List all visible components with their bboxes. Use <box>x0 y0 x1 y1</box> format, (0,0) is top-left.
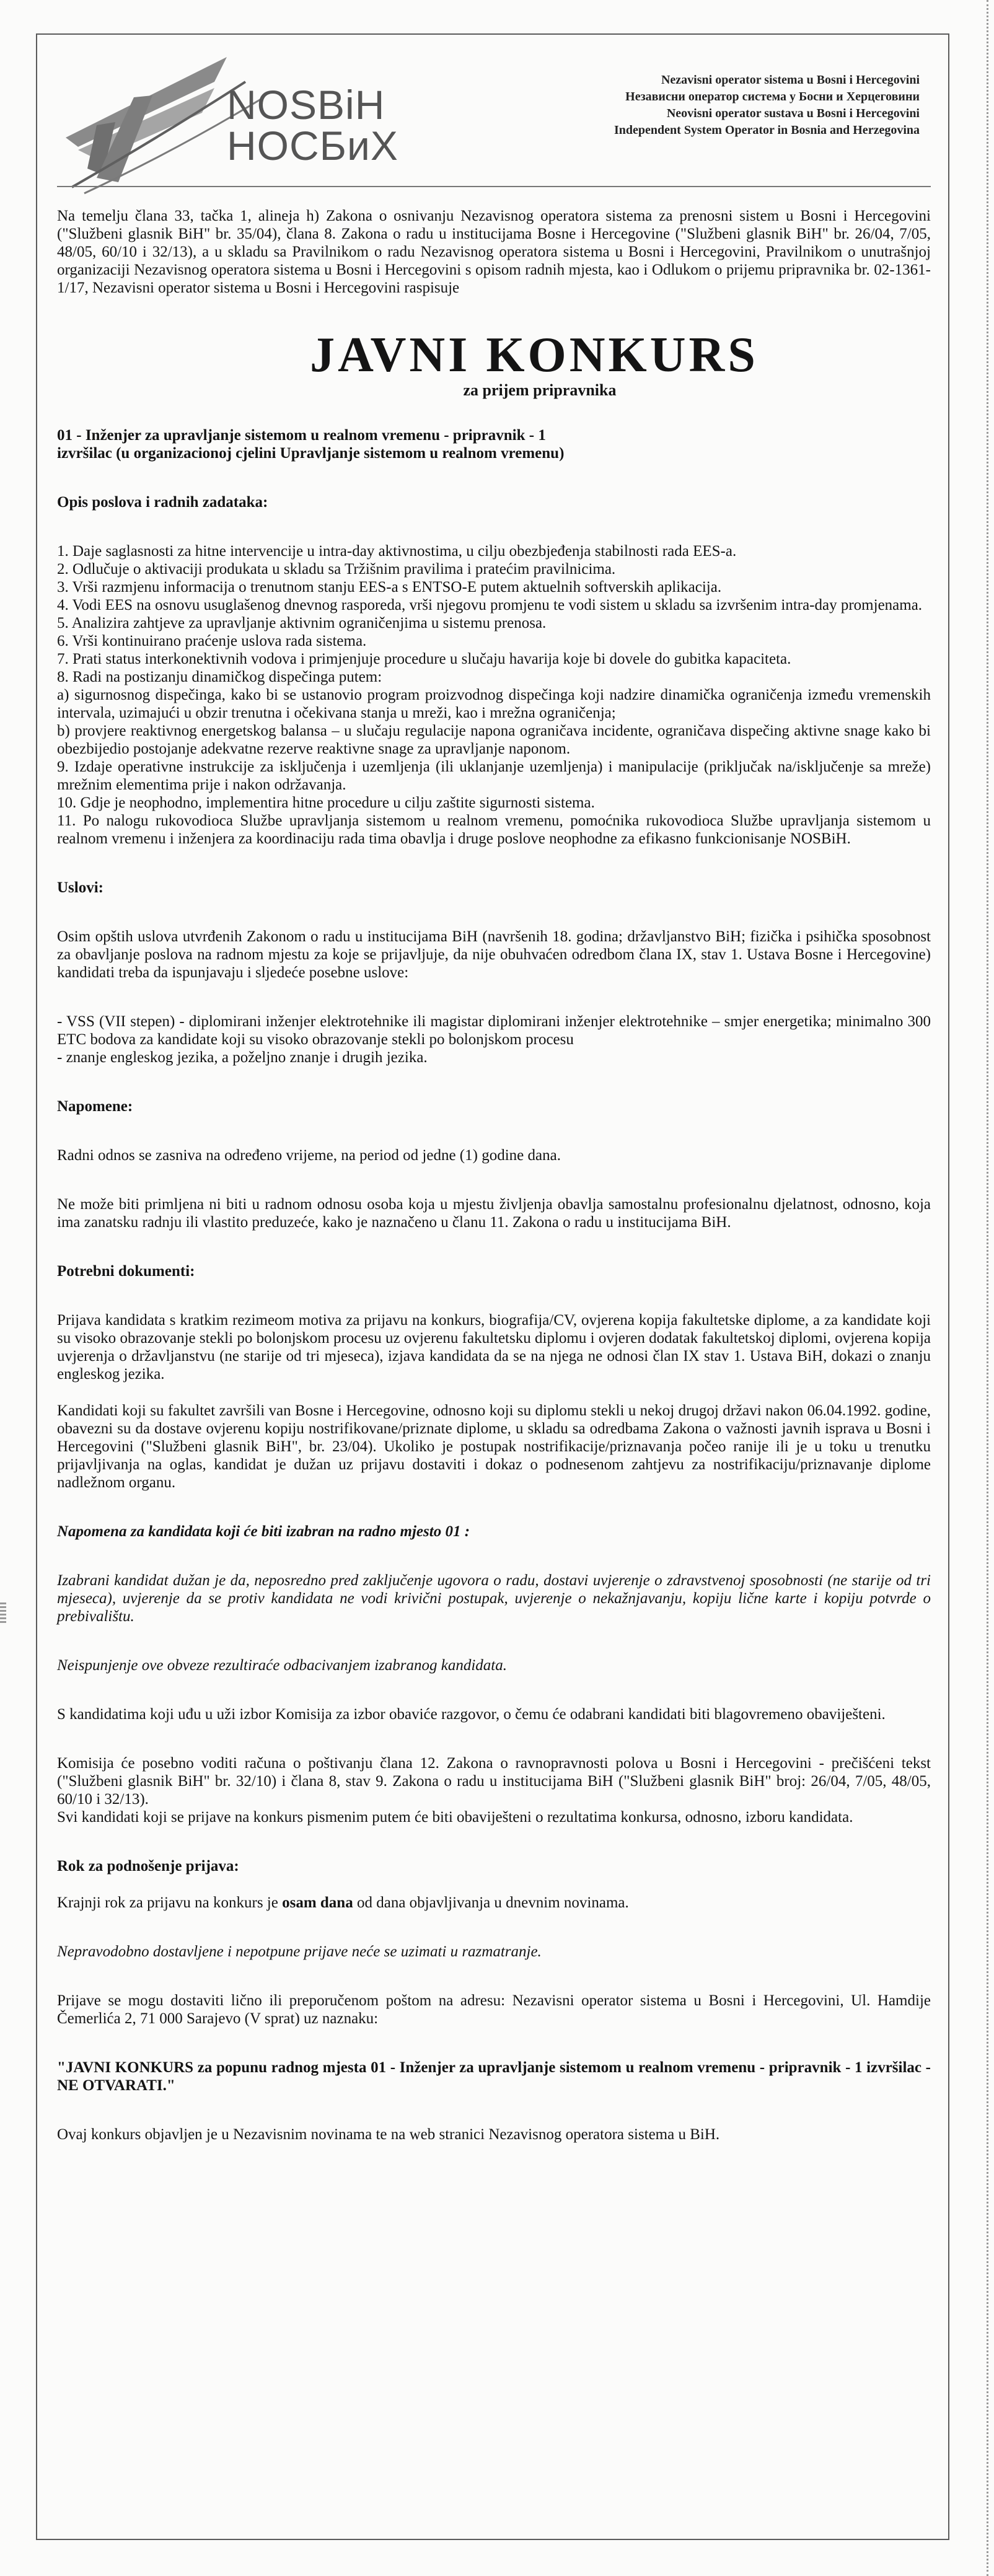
operator-name-bs: Nezavisni operator sistema u Bosni i Hercegovini <box>661 73 920 87</box>
announcement-title: JAVNI KONKURS <box>310 328 759 382</box>
duty-item: 7. Prati status interkonektivnih vodova i primjenjuje procedure u slučaju havarija koje bi dovele do gubitka kapaciteta. <box>57 651 791 667</box>
deadline-heading: Rok za podnošenje prijava: <box>57 1858 239 1875</box>
operator-name-hr: Neovisni operator sustava u Bosni i Hercegovini <box>666 107 920 120</box>
gender-equality-text: Komisija će posebno voditi računa o poštivanju člana 12. Zakona o ravnopravnosti polova u Bosni i Hercegovini - prečišćeni tekst ("Službeni glasnik BiH" br. 32/10) i člana 8, stav 9. Zakona o radu u institucijama BiH ("Službeni glasnik BiH" broj: 26/04, 7/05, 48/05, 60/10 i 32/13). <box>57 1755 931 1808</box>
duty-item: 6. Vrši kontinuirano praćenje uslova rada sistema. <box>57 633 367 649</box>
special-condition: - znanje engleskog jezika, a poželjno znanje i drugih jezika. <box>57 1049 428 1066</box>
position-line-1: 01 - Inženjer za upravljanje sistemom u realnom vremenu - pripravnik - 1 <box>57 427 546 444</box>
duty-item: 8. Radi na postizanju dinamičkog dispečinga putem: <box>57 669 382 685</box>
duty-item: 10. Gdje je neophodno, implementira hitne procedure u cilju zaštite sigurnosti sistema. <box>57 794 595 811</box>
logo <box>59 45 407 197</box>
duty-item: 4. Vodi EES na osnovu usuglašenog dnevnog rasporeda, vrši njegovu promjenu te vodi sistem u skladu sa izvršenim intra-day promjenama. <box>57 597 923 613</box>
incomplete-applications-text: Nepravodobno dostavljene i nepotpune prijave neće se uzimati u razmatranje. <box>57 1943 542 1960</box>
special-conditions <box>57 1013 931 1066</box>
deadline-text: Krajnji rok za prijavu na konkurs je osam dana od dana objavljivanja u dnevnim novinama. <box>57 1894 629 1911</box>
header-divider <box>57 186 931 187</box>
envelope-marking: "JAVNI KONKURS za popunu radnog mjesta 01 - Inženjer za upravljanje sistemom u realnom vremenu - pripravnik - 1 izvršilac - NE OTVARATI." <box>57 2059 931 2094</box>
duties-list <box>57 542 931 848</box>
logo-text-latin: NOSBiH <box>227 82 385 128</box>
selected-candidate-heading: Napomena za kandidata koji će biti izabran na radno mjesto 01 : <box>57 1523 470 1540</box>
duty-item: 5. Analizira zahtjeve za upravljanje aktivnim ograničenjima u sistemu prenosa. <box>57 615 547 631</box>
duty-item: a) sigurnosnog dispečinga, kako bi se ustanovio program proizvodnog dispečinga koji nadzire dinamička ograničenja između vremenskih intervala, uzimajući u obzir trenutna i očekivana stanja u mreži, kao i mrežna ograničenja; <box>57 687 931 721</box>
duty-item: b) provjere reaktivnog energetskog balansa – u slučaju regulacije napona ograničava incidente, ograničava dispečing aktivne snage kako bi obezbijedio postojanje adekvatne rezerve reaktivne snage za upravljanje naponom. <box>57 723 931 757</box>
logo-text-cyrillic: НОСБиХ <box>227 123 398 169</box>
documents-item: Prijava kandidata s kratkim rezimeom motiva za prijavu na konkurs, biografija/CV, ovjerena kopija fakultetske diplome, a za kandidate koji su visoko obrazovanje stekli po bolonjskom procesu uz ovjerenu fakultetsku diplomu i ovjeren dodatak fakultetskoj diplomi, ovjerena kopija uvjerenja o državljanstvu (ne starije od tri mjeseca), izjava kandidata da se na njega ne odnosi član IX stav 1. Ustava BiH, dokazi o znanju engleskog jezika. <box>57 1312 931 1383</box>
intro-paragraph: Na temelju člana 33, tačka 1, alineja h) Zakona o osnivanju Nezavisnog operatora sistema za prenosni sistem u Bosni i Hercegovini ("Službeni glasnik BiH" br. 35/04), člana 8. Zakona o radu u institucijama Bosne i Hercegovine ("Službeni glasnik BiH" br. 26/04, 7/05, 48/05, 60/10 i 32/13), a u skladu sa Pravilnikom o radu Nezavisnog operatora sistema u Bosni i Hercegovini, Pravilnikom o unutrašnjoj organizaciji Nezavisnog operatora sistema u Bosni i Hercegovini s opisom radnih mjesta, kao i Odlukom o prijemu pripravnika br. 02-1361-1/17, Nezavisni operator sistema u Bosni i Hercegovini raspisuje <box>57 208 931 296</box>
selected-candidate-warning: Neispunjenje ove obveze rezultiraće odbacivanjem izabranog kandidata. <box>57 1657 508 1674</box>
results-text: Svi kandidati koji se prijave na konkurs pismenim putem će biti obaviješteni o rezultatima konkursa, odnosno, izboru kandidata. <box>57 1809 853 1826</box>
conditions-heading: Uslovi: <box>57 879 103 896</box>
duty-item: 2. Odlučuje o aktivaciji produkata u skladu sa Tržišnim pravilima i pratećim pravilnicima. <box>57 561 616 578</box>
interview-text: S kandidatima koji uđu u uži izbor Komisija za izbor obaviće razgovor, o čemu će odabrani kandidati biti blagovremeno obaviješteni. <box>57 1706 886 1723</box>
deadline-duration: osam dana <box>282 1894 353 1911</box>
duty-item: 3. Vrši razmjenu informacija o trenutnom stanju EES-a s ENTSO-E putem aktuelnih softverskih aplikacija. <box>57 579 722 596</box>
note-item: Radni odnos se zasniva na određeno vrijeme, na period od jedne (1) godine dana. <box>57 1147 561 1164</box>
cut-line <box>987 0 988 2576</box>
documents-heading: Potrebni dokumenti: <box>57 1263 195 1280</box>
announcement-body <box>57 207 931 2143</box>
duties-heading: Opis poslova i radnih zadataka: <box>57 494 268 511</box>
operator-names <box>424 72 920 139</box>
notes-heading: Napomene: <box>57 1098 133 1115</box>
duty-item: 11. Po nalogu rukovodioca Službe upravljanja sistemom u realnom vremenu, pomoćnika rukovodioca Službe upravljanja sistemom u realnom vremenu i inženjera za koordinaciju rada tima obavlja i druge poslove neophodne za efikasno funkcionisanje NOSBiH. <box>57 812 931 847</box>
note-item: Ne može biti primljena ni biti u radnom odnosu osoba koja u mjestu življenja obavlja samostalnu profesionalnu djelatnost, odnosno, koja ima zanatsku radnju ili vlastito preduzeće, kako je naznačeno u članu 11. Zakona o radu u institucijama BiH. <box>57 1196 931 1231</box>
selected-candidate-text: Izabrani kandidat dužan je da, neposredno pred zaključenje ugovora o radu, dostavi uvjerenje o zdravstvenoj sposobnosti (ne starije od tri mjeseca), uvjerenje da se protiv kandidata ne vodi krivični postupak, uvjerenje o nekažnjavanju, kopiju lične karte i kopiju potvrde o prebivalištu. <box>57 1572 931 1625</box>
conditions-text: Osim opštih uslova utvrđenih Zakonom o radu u institucijama BiH (navršenih 18. godina; državljanstvo BiH; fizička i psihička sposobnost za obavljanje poslova na radnom mjestu za koje se prijavljuje, da nije obuhvaćen odredbom člana IX, stav 1. Ustava Bosne i Hercegovine) kandidati treba da ispunjavaju i sljedeće posebne uslove: <box>57 928 931 981</box>
address-text: Prijave se mogu dostaviti lično ili preporučenom poštom na adresu: Nezavisni operator sistema u Bosni i Hercegovini, Ul. Hamdije Čemerlića 2, 71 000 Sarajevo (V sprat) uz naznaku: <box>57 1992 931 2027</box>
documents-item: Kandidati koji su fakultet završili van Bosne i Hercegovine, odnosno koji su diplomu stekli u nekoj drugoj državi nakon 06.04.1992. godine, obavezni su da dostave ovjerenu kopiju nostrifikovane/priznate diplome, u skladu sa odredbama Zakona o važnosti javnih isprava u Bosni i Hercegovini ("Službeni glasnik BiH", br. 23/04). Ukoliko je postupak nostrifikacije/priznavanja počeo ranije ili je u toku u trenutku prijavljivanja na oglas, kandidat je dužan uz prijavu dostaviti i dokaz o podnesenom zahtjevu za nostrifikaciju/priznavanje diplome nadležnom organu. <box>57 1402 931 1491</box>
duty-item: 9. Izdaje operativne instrukcije za isključenja i uzemljenja (ili uklanjanje uzemljenja) i manipulacije (priključak na/isključenje sa mreže) mrežnim elementima prije i nakon održavanja. <box>57 758 931 793</box>
publication-note: Ovaj konkurs objavljen je u Nezavisnim novinama te na web stranici Nezavisnog operatora sistema u BiH. <box>57 2126 720 2143</box>
margin-mark <box>0 1602 6 1624</box>
announcement-subtitle: za prijem pripravnika <box>463 381 617 399</box>
position-line-2: izvršilac (u organizacionoj cjelini Upravljanje sistemom u realnom vremenu) <box>57 445 565 462</box>
operator-name-sr: Независни оператор система у Босни и Херцеговини <box>625 90 920 103</box>
special-condition: - VSS (VII stepen) - diplomirani inženjer elektrotehnike ili magistar diplomirani inženjer elektrotehnike – smjer energetika; minimalno 300 ETC bodova za kandidate koji su visoko obrazovanje stekli po bolonjskom procesu <box>57 1013 931 1048</box>
duty-item: 1. Daje saglasnosti za hitne intervencije u intra-day aktivnostima, u cilju obezbjeđenja stabilnosti rada EES-a. <box>57 543 737 560</box>
operator-name-en: Independent System Operator in Bosnia and Herzegovina <box>614 123 920 137</box>
